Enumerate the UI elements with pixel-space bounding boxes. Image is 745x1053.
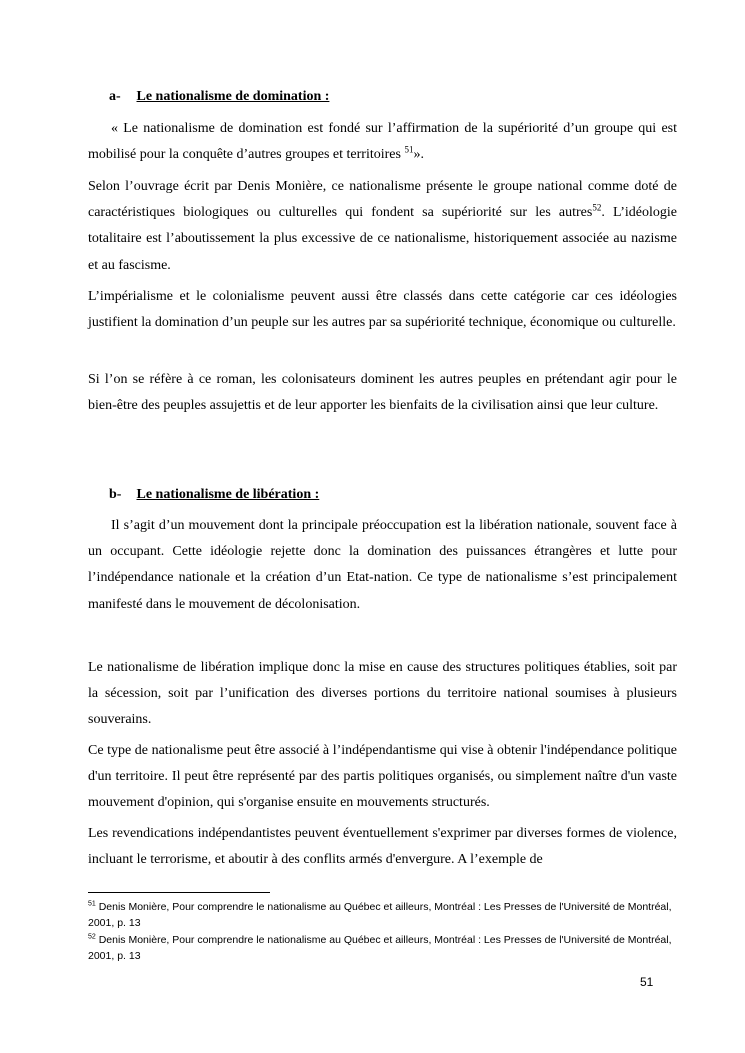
section-a-paragraph-4: Si l’on se réfère à ce roman, les colonisateurs dominent les autres peuples en prétendant agir pour le bien-être des peuples assujettis et de leur apporter les bienfaits de la civilisation ainsi que leur culture. — [88, 372, 677, 414]
section-a-title: Le nationalisme de domination : — [136, 89, 330, 104]
footnote-52-number: 52 — [88, 933, 96, 941]
section-a-p2-end: . L’idéologie totalitaire est l’aboutissement la plus excessive de ce nationalisme, historiquement associée au nazisme et au fascisme. — [88, 205, 678, 273]
section-a-paragraph-1 — [88, 116, 677, 168]
section-a-p1-end: ». — [413, 147, 424, 163]
section-a-number: a- — [109, 89, 121, 104]
section-b-paragraph-2: Le nationalisme de libération implique donc la mise en cause des structures politiques établies, soit par la sécession, soit par l’unification des diverses portions du territoire national soumises à plusieurs souverains. — [88, 660, 677, 728]
section-a-paragraph-2 — [88, 174, 677, 279]
footnote-51 — [88, 899, 688, 931]
footnote-51-text: Denis Monière, Pour comprendre le nationalisme au Québec et ailleurs, Montréal : Les Presses de l'Université de Montréal, 2001, p. 13 — [88, 901, 672, 929]
footnote-52-text: Denis Monière, Pour comprendre le nationalisme au Québec et ailleurs, Montréal : Les Presses de l'Université de Montréal, 2001, p. 13 — [88, 934, 672, 962]
section-a-paragraph-3: L’impérialisme et le colonialisme peuvent aussi être classés dans cette catégorie car ces idéologies justifient la domination d’un peuple sur les autres par sa supériorité technique, économique ou culturelle. — [88, 289, 677, 331]
page-number: 51 — [640, 975, 654, 989]
footnote-ref-51: 51 — [404, 144, 414, 155]
section-b-paragraph-1: Il s’agit d’un mouvement dont la principale préoccupation est la libération nationale, souvent face à un occupant. Cette idéologie rejette donc la domination des puissances étrangères et lutte pour l’indépendance nationale et la création d’un Etat-nation. Ce type de nationalisme s’est principalement manifesté dans le mouvement de décolonisation. — [88, 518, 677, 612]
footnote-51-number: 51 — [88, 900, 96, 908]
section-b-paragraph-4: Les revendications indépendantistes peuvent éventuellement s'exprimer par diverses formes de violence, incluant le terrorisme, et aboutir à des conflits armés d'envergure. A l’exemple de — [88, 826, 677, 868]
section-b-paragraph-3: Ce type de nationalisme peut être associé à l’indépendantisme qui vise à obtenir l'indépendance politique d'un territoire. Il peut être représenté par des partis politiques organisés, ou simplement naître d'un vaste mouvement d'opinion, qui s'organise ensuite en mouvements structurés. — [88, 743, 677, 811]
footnote-52 — [88, 932, 688, 964]
section-b-heading — [109, 487, 319, 503]
section-b-number: b- — [109, 487, 122, 502]
section-a-p1-text: « Le nationalisme de domination est fondé sur l’affirmation de la supériorité d’un groupe qui est mobilisé pour la conquête d’autres groupes et territoires — [88, 121, 677, 163]
footnote-separator — [88, 892, 270, 893]
section-b-title: Le nationalisme de libération : — [136, 487, 320, 502]
section-a-p2-text: Selon l’ouvrage écrit par Denis Monière, ce nationalisme présente le groupe national comme doté de caractéristiques biologiques ou culturelles qui fondent sa supériorité sur les autres — [88, 179, 677, 221]
footnote-ref-52: 52 — [592, 202, 602, 213]
section-a-heading — [109, 89, 329, 105]
